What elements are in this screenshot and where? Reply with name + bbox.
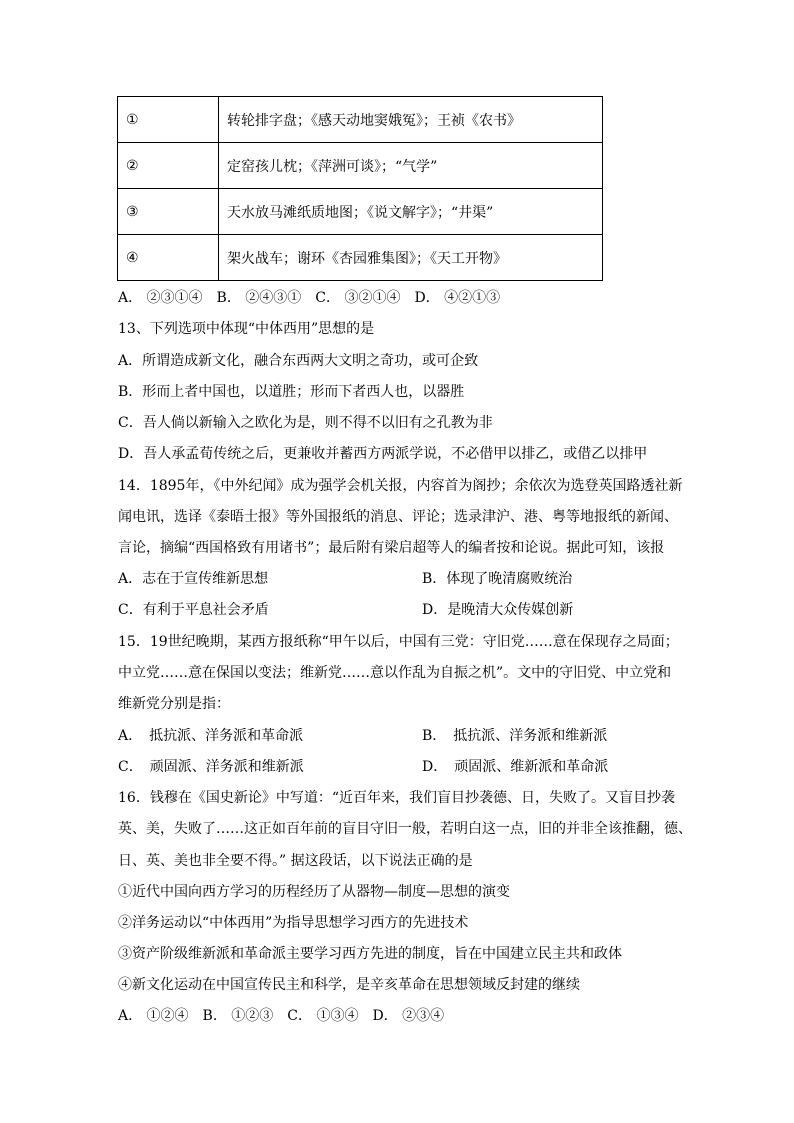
row-number: ② bbox=[118, 143, 219, 189]
table-row bbox=[118, 235, 603, 281]
q13-stem: 13、下列选项中体现“中体西用”思想的是 bbox=[118, 321, 375, 337]
row-content: 架火战车；谢环《杏园雅集图》；《天工开物》 bbox=[219, 235, 603, 281]
q13-option-a: A．所谓造成新文化，融合东西两大文明之奇功，或可企致 bbox=[118, 353, 479, 369]
q15-option-b: B． 抵抗派、洋务派和维新派 bbox=[422, 728, 608, 744]
q12-options: A． ②③①④ B． ②④③① C． ③②①④ D． ④②①③ bbox=[118, 290, 501, 306]
table-row bbox=[118, 97, 603, 143]
q13-option-b: B．形而上者中国也，以道胜；形而下者西人也，以器胜 bbox=[118, 384, 465, 400]
q14-stem-line-3: 言论，摘编“西国格致有用诸书”；最后附有梁启超等人的编者按和论说。据此可知，该报 bbox=[118, 540, 665, 556]
q14-option-c: C．有利于平息社会矛盾 bbox=[118, 602, 269, 618]
q14-option-a: A．志在于宣传维新思想 bbox=[118, 571, 269, 587]
q15-stem-line-1: 15．19世纪晚期，某西方报纸称“甲午以后，中国有三党：守旧党……意在保现存之局面； bbox=[118, 634, 679, 650]
q16-statement-1: ①近代中国向西方学习的历程经历了从器物—制度—思想的演变 bbox=[118, 884, 510, 900]
q16-stem-line-2: 英、美，失败了……这正如百年前的盲目守旧一般，若明白这一点，旧的并非全该推翻，德、 bbox=[118, 821, 692, 837]
q16-stem-line-3: 日、英、美也非全要不得。” 据这段话，以下说法正确的是 bbox=[118, 853, 473, 869]
row-number: ③ bbox=[118, 189, 219, 235]
q14-stem-line-2: 闻电讯，选译《泰晤士报》等外国报纸的消息、评论；选录津沪、港、粤等地报纸的新闻、 bbox=[118, 509, 678, 525]
row-content: 转轮排字盘；《感天动地窦娥冤》；王祯《农书》 bbox=[219, 97, 603, 143]
matching-table bbox=[117, 96, 603, 281]
q13-option-c: C．吾人倘以新输入之欧化为是，则不得不以旧有之孔教为非 bbox=[118, 415, 493, 431]
row-content: 定窑孩儿枕；《萍洲可谈》；“气学” bbox=[219, 143, 603, 189]
row-number: ① bbox=[118, 97, 219, 143]
q15-stem-line-2: 中立党……意在保国以变法；维新党……意以作乱为自振之机”。文中的守旧党、中立党和 bbox=[118, 665, 672, 681]
q14-stem-line-1: 14．1895年，《中外纪闻》成为强学会机关报，内容首为阁抄；余依次为选登英国路透社新 bbox=[118, 478, 683, 494]
table-row bbox=[118, 143, 603, 189]
q16-stem-line-1: 16．钱穆在《国史新论》中写道：“近百年来，我们盲目抄袭德、日，失败了。又盲目抄袭 bbox=[118, 790, 675, 806]
q16-statement-2: ②洋务运动以“中体西用”为指导思想学习西方的先进技术 bbox=[118, 915, 469, 931]
q16-statement-4: ④新文化运动在中国宣传民主和科学，是辛亥革命在思想领域反封建的继续 bbox=[118, 977, 580, 993]
row-content: 天水放马滩纸质地图；《说文解字》；“井渠” bbox=[219, 189, 603, 235]
q15-option-d: D． 顽固派、维新派和革命派 bbox=[422, 759, 609, 775]
q14-option-b: B．体现了晚清腐败统治 bbox=[422, 571, 573, 587]
table-row bbox=[118, 189, 603, 235]
q16-statement-3: ③资产阶级维新派和革命派主要学习西方先进的制度，旨在中国建立民主共和政体 bbox=[118, 946, 622, 962]
q15-stem-line-3: 维新党分别是指： bbox=[118, 696, 230, 712]
q15-option-c: C． 顽固派、洋务派和维新派 bbox=[118, 759, 304, 775]
q15-option-a: A． 抵抗派、洋务派和革命派 bbox=[118, 728, 304, 744]
q14-option-d: D．是晚清大众传媒创新 bbox=[422, 602, 574, 618]
q16-options: A． ①②④ B． ①②③ C． ①③④ D． ②③④ bbox=[118, 1008, 445, 1024]
row-number: ④ bbox=[118, 235, 219, 281]
q13-option-d: D．吾人承孟荀传统之后，更兼收并蓄西方两派学说，不必借甲以排乙，或借乙以排甲 bbox=[118, 446, 648, 462]
